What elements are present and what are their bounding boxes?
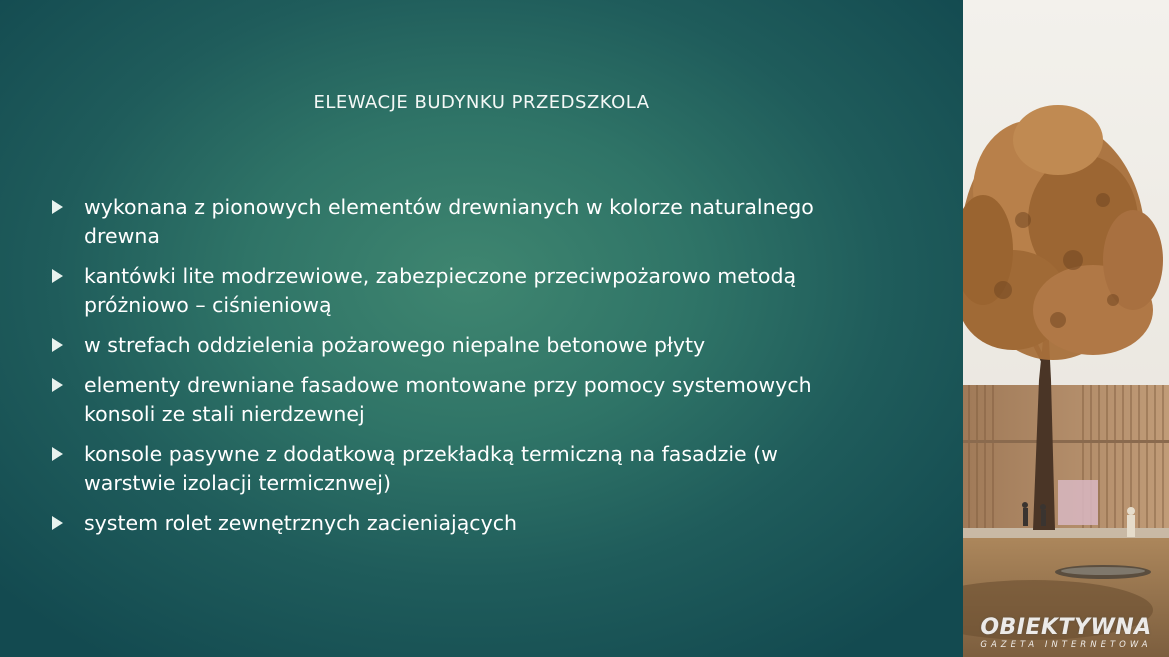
bullet-item (50, 371, 870, 429)
bullet-text: w strefach oddzielenia pożarowego niepalne betonowe płyty (84, 333, 706, 357)
bullet-text: wykonana z pionowych elementów drewnianych w kolorze naturalnego drewna (84, 195, 814, 248)
triangle-right-icon (52, 378, 63, 392)
bullet-item (50, 262, 870, 320)
triangle-right-icon (52, 447, 63, 461)
watermark-title: OBIEKTYWNA (980, 615, 1152, 640)
watermark-subtitle: GAZETA INTERNETOWA (980, 640, 1152, 650)
architectural-render-image (963, 0, 1169, 657)
triangle-right-icon (52, 516, 63, 530)
bullet-text: konsole pasywne z dodatkową przekładką termiczną na fasadzie (w warstwie izolacji termicznwej) (84, 442, 778, 495)
triangle-right-icon (52, 200, 63, 214)
render-illustration (963, 0, 1169, 657)
slide-title: ELEWACJE BUDYNKU PRZEDSZKOLA (313, 92, 650, 113)
watermark-logo (963, 617, 1169, 650)
bullet-text: system rolet zewnętrznych zacieniających (84, 511, 517, 535)
bullet-item (50, 193, 870, 251)
bullet-item (50, 509, 870, 538)
triangle-right-icon (52, 269, 63, 283)
bullet-item (50, 440, 870, 498)
bullet-list (50, 193, 870, 549)
triangle-right-icon (52, 338, 63, 352)
bullet-text: kantówki lite modrzewiowe, zabezpieczone przeciwpożarowo metodą próżniowo – ciśnieniową (84, 264, 797, 317)
bullet-text: elementy drewniane fasadowe montowane przy pomocy systemowych konsoli ze stali nierdzewnej (84, 373, 812, 426)
bullet-item (50, 331, 870, 360)
